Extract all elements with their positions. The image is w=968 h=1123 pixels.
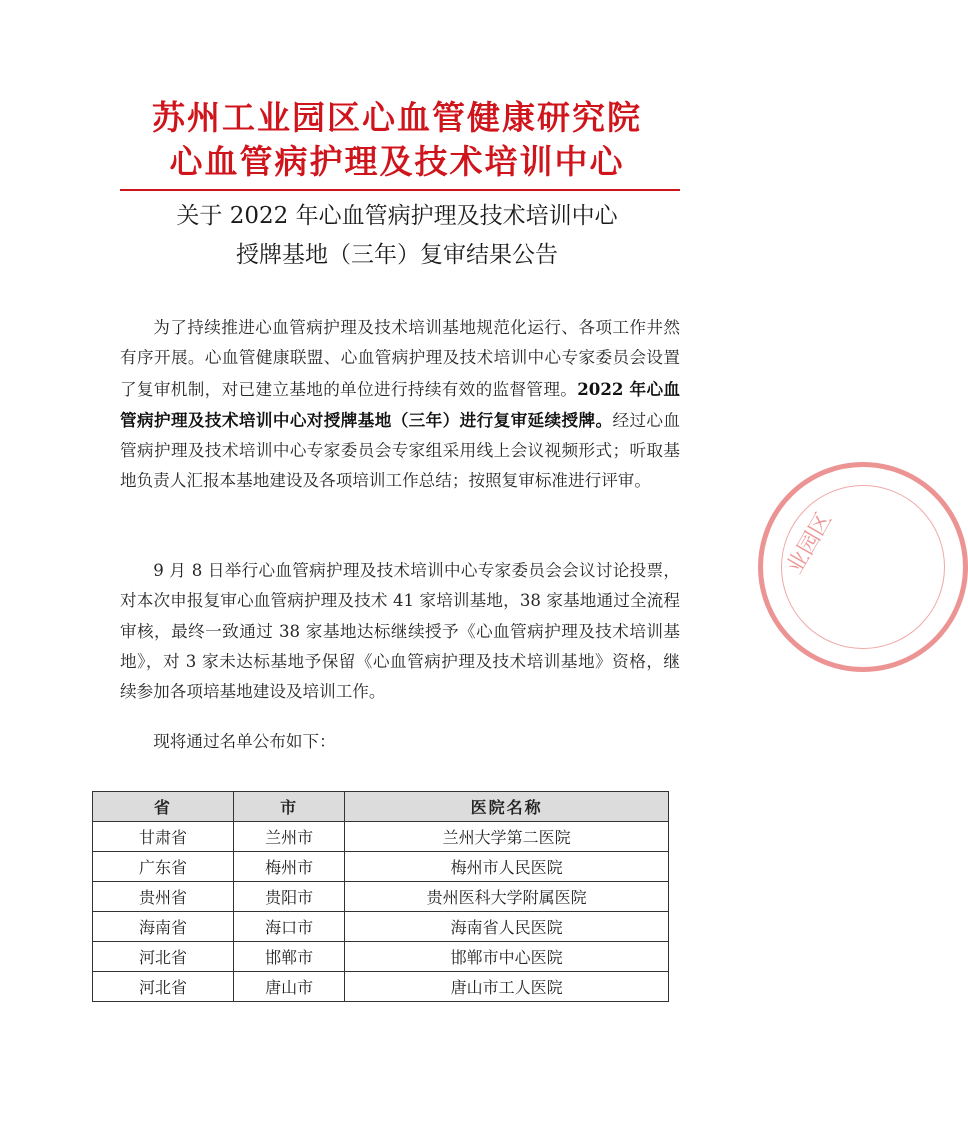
cell-province: 海南省 xyxy=(93,912,234,942)
cell-city: 邯郸市 xyxy=(234,942,345,972)
table-row xyxy=(93,912,669,942)
cell-province: 河北省 xyxy=(93,942,234,972)
paragraph-1-text: 为了持续推进心血管病护理及技术培训基地规范化运行、各项工作井然有序开展。心血管健康联盟、心血管病护理及技术培训中心专家委员会设置了复审机制，对已建立基地的单位进行持续有效的监督管理。 xyxy=(120,318,680,399)
cell-province: 贵州省 xyxy=(93,882,234,912)
hospital-table xyxy=(92,791,669,1002)
header-city: 市 xyxy=(234,792,345,822)
body-paragraph-1 xyxy=(120,313,680,497)
header-hospital: 医院名称 xyxy=(345,792,669,822)
cell-hospital: 贵州医科大学附属医院 xyxy=(345,882,669,912)
body-paragraph-3: 现将通过名单公布如下： xyxy=(153,732,336,751)
table-row xyxy=(93,942,669,972)
header-divider xyxy=(120,189,680,191)
paragraph-1-bold: 2022 年心血管病护理及技术培训中心对授牌基地（三年）进行复审延续授牌。 xyxy=(120,378,680,430)
body-paragraph-2: 9 月 8 日举行心血管病护理及技术培训中心专家委员会会议讨论投票，对本次申报复审心血管病护理及技术 41 家培训基地，38 家基地通过全流程审核，最终一致通过 38 家基地达标继续授予《心血管病护理及技术培训基地》，对 3 家未达标基地予保留《心血管病护理及技术培训基地》资格，继续参加各项培基地建设及培训工作。 xyxy=(120,561,680,702)
cell-province: 广东省 xyxy=(93,852,234,882)
org-name-line2: 心血管病护理及技术培训中心 xyxy=(169,142,625,181)
cell-hospital: 海南省人民医院 xyxy=(345,912,669,942)
cell-hospital: 邯郸市中心医院 xyxy=(345,942,669,972)
announcement-title-line1: 关于 2022 年心血管病护理及技术培训中心 xyxy=(176,203,618,229)
cell-city: 梅州市 xyxy=(234,852,345,882)
table-row xyxy=(93,852,669,882)
cell-hospital: 兰州大学第二医院 xyxy=(345,822,669,852)
paragraph-1-tail: 经过心血管病护理及技术培训中心专家委员会专家组采用线上会议视频形式；听取基地负责人汇报本基地建设及各项培训工作总结；按照复审标准进行评审。 xyxy=(120,410,681,491)
cell-province: 河北省 xyxy=(93,972,234,1002)
table-header-row xyxy=(93,792,669,822)
seal-text: 业园区 xyxy=(782,508,838,579)
org-name-line1: 苏州工业园区心血管健康研究院 xyxy=(152,98,642,137)
header-province: 省 xyxy=(93,792,234,822)
table-row xyxy=(93,882,669,912)
cell-city: 唐山市 xyxy=(234,972,345,1002)
cell-city: 兰州市 xyxy=(234,822,345,852)
table-row xyxy=(93,972,669,1002)
cell-province: 甘肃省 xyxy=(93,822,234,852)
cell-hospital: 梅州市人民医院 xyxy=(345,852,669,882)
announcement-title-line2: 授牌基地（三年）复审结果公告 xyxy=(236,242,558,268)
cell-hospital: 唐山市工人医院 xyxy=(345,972,669,1002)
cell-city: 贵阳市 xyxy=(234,882,345,912)
official-seal xyxy=(758,462,968,672)
table-row xyxy=(93,822,669,852)
cell-city: 海口市 xyxy=(234,912,345,942)
